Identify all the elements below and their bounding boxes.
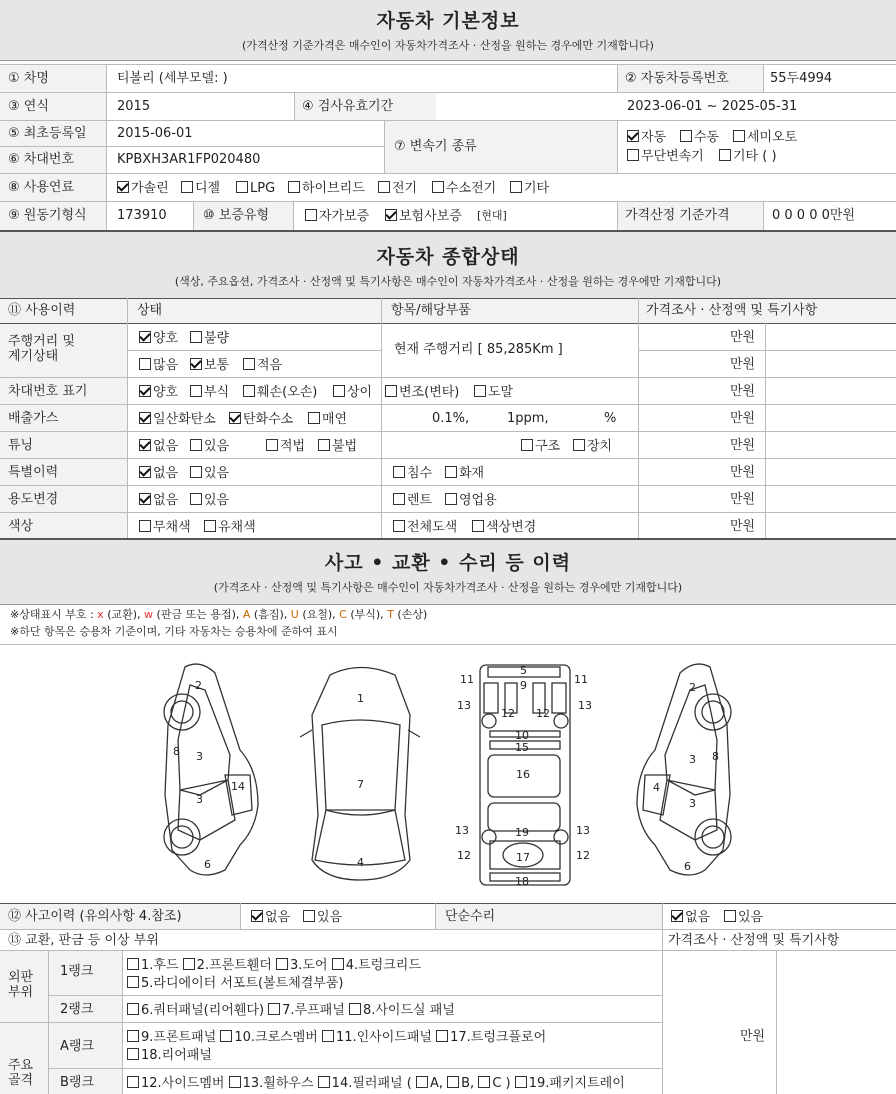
inspect-value: 2023-06-01 ~ 2025-05-31 — [627, 99, 798, 114]
rankB-label: B랭크 — [60, 1075, 95, 1090]
svg-text:11: 11 — [460, 673, 474, 686]
checkbox-icon[interactable] — [515, 1076, 527, 1088]
price-unit: 만원 — [730, 411, 756, 426]
section-accident-header — [0, 538, 896, 605]
checkbox-icon[interactable] — [432, 181, 444, 193]
checkbox-icon[interactable] — [139, 493, 151, 505]
warranty-self[interactable]: 자가보증 — [305, 209, 369, 223]
checkbox-icon[interactable] — [204, 520, 216, 532]
svg-text:12: 12 — [501, 707, 515, 720]
tuning-illegal[interactable]: 불법 — [318, 439, 357, 453]
checkbox-icon[interactable] — [127, 1030, 139, 1042]
purpose-none[interactable]: 없음 — [139, 493, 178, 507]
checkbox-icon[interactable] — [190, 331, 202, 343]
fuel-other[interactable]: 기타 — [510, 181, 549, 195]
rankA-line1 — [127, 1030, 546, 1044]
accident-none[interactable]: 없음 — [251, 910, 290, 924]
part-front-panel[interactable]: 9.프론트패널 — [127, 1030, 216, 1045]
checkbox-icon[interactable] — [680, 130, 692, 142]
checkbox-icon[interactable] — [268, 1003, 280, 1015]
checkbox-icon[interactable] — [305, 209, 317, 221]
checkbox-icon[interactable] — [445, 466, 457, 478]
part-trunk-lid[interactable]: 4.트렁크리드 — [332, 958, 421, 973]
checkbox-icon[interactable] — [318, 439, 330, 451]
part-rear-panel[interactable]: 18.리어패널 — [127, 1048, 212, 1062]
section-title: 자동차 종합상태 — [376, 246, 520, 268]
vin-label: ⑥ 차대번호 — [8, 152, 75, 167]
trans-auto[interactable]: 자동 — [627, 130, 666, 144]
checkbox-icon[interactable] — [627, 130, 639, 142]
checkbox-icon[interactable] — [243, 358, 255, 370]
price-label: 가격산정 기준가격 — [625, 208, 730, 223]
checkbox-icon[interactable] — [190, 466, 202, 478]
special-label: 특별이력 — [8, 465, 59, 480]
color-change[interactable]: 색상변경 — [472, 520, 536, 534]
svg-text:9: 9 — [520, 679, 527, 692]
tuning-yes[interactable]: 있음 — [190, 439, 229, 453]
checkbox-icon[interactable] — [229, 412, 241, 424]
car-name-label: ① 차명 — [8, 71, 49, 86]
part-door[interactable]: 3.도어 — [276, 958, 328, 973]
part-side-member[interactable]: 12.사이드멤버 — [127, 1076, 224, 1091]
checkbox-icon[interactable] — [139, 385, 151, 397]
svg-text:13: 13 — [455, 824, 469, 837]
checkbox-icon[interactable] — [117, 181, 129, 193]
part-hood[interactable]: 1.후드 — [127, 958, 179, 973]
checkbox-icon[interactable] — [288, 181, 300, 193]
rank2-label: 2랭크 — [60, 1002, 94, 1017]
parts-price-label: 가격조사 · 산정액 및 특기사항 — [668, 933, 840, 948]
vin-corrosion[interactable]: 부식 — [190, 385, 229, 399]
year-label: ③ 연식 — [8, 99, 49, 114]
vin-altered[interactable]: 변조(변타) — [385, 385, 459, 399]
checkbox-icon[interactable] — [183, 958, 195, 970]
checkbox-icon[interactable] — [127, 1048, 139, 1060]
purpose-label: 용도변경 — [8, 492, 59, 507]
svg-text:7: 7 — [357, 778, 364, 791]
part-side-sill[interactable]: 8.사이드실 패널 — [349, 1003, 455, 1018]
checkbox-icon[interactable] — [416, 1076, 428, 1088]
mileage-few[interactable]: 적음 — [243, 358, 282, 372]
special-yes[interactable]: 있음 — [190, 466, 229, 480]
part-inside-panel[interactable]: 11.인사이드패널 — [322, 1030, 432, 1045]
col-usage-header: ⑪ 사용이력 — [8, 303, 76, 318]
checkbox-icon[interactable] — [447, 1076, 459, 1088]
color-chromatic[interactable]: 유채색 — [204, 520, 256, 534]
checkbox-icon[interactable] — [139, 466, 151, 478]
fuel-hybrid[interactable]: 하이브리드 — [288, 181, 365, 195]
repair-yes[interactable]: 있음 — [724, 910, 763, 924]
checkbox-icon[interactable] — [474, 385, 486, 397]
fuel-gasoline[interactable]: 가솔린 — [117, 181, 169, 195]
checkbox-icon[interactable] — [719, 149, 731, 161]
checkbox-icon[interactable] — [190, 385, 202, 397]
car-diagram — [0, 645, 896, 903]
checkbox-icon[interactable] — [229, 1076, 241, 1088]
mileage-many[interactable]: 많음 — [139, 358, 178, 372]
special-fire[interactable]: 화재 — [445, 466, 484, 480]
checkbox-icon[interactable] — [393, 466, 405, 478]
purpose-yes[interactable]: 있음 — [190, 493, 229, 507]
checkbox-icon[interactable] — [190, 358, 202, 370]
price-unit: 만원 — [730, 384, 756, 399]
checkbox-icon[interactable] — [332, 958, 344, 970]
checkbox-icon[interactable] — [724, 910, 736, 922]
rank1-line1 — [127, 958, 421, 972]
svg-text:11: 11 — [574, 673, 588, 686]
svg-text:13: 13 — [457, 699, 471, 712]
checkbox-icon[interactable] — [378, 181, 390, 193]
tuning-none[interactable]: 없음 — [139, 439, 178, 453]
checkbox-icon[interactable] — [127, 1076, 139, 1088]
svg-text:1: 1 — [357, 692, 364, 705]
checkbox-icon[interactable] — [251, 910, 263, 922]
vin-good[interactable]: 양호 — [139, 385, 178, 399]
checkbox-icon[interactable] — [139, 412, 151, 424]
mileage-bad[interactable]: 불량 — [190, 331, 229, 345]
svg-text:19: 19 — [515, 826, 529, 839]
checkbox-icon[interactable] — [733, 130, 745, 142]
rank2-items — [127, 1003, 455, 1017]
vin-painted[interactable]: 도말 — [474, 385, 513, 399]
svg-text:12: 12 — [576, 849, 590, 862]
purpose-business[interactable]: 영업용 — [445, 493, 497, 507]
svg-text:3: 3 — [196, 793, 203, 806]
legend-line: ※상태표시 부호 : x (교환), w (판금 또는 용접), A (흠집), U (요철), C (부식), T (손상) — [10, 608, 428, 621]
trans-other[interactable]: 기타 ( ) — [719, 149, 777, 163]
svg-text:3: 3 — [689, 753, 696, 766]
color-achromatic[interactable]: 무채색 — [139, 520, 191, 534]
rank1-label: 1랭크 — [60, 964, 94, 979]
first-reg-label: ⑤ 최초등록일 — [8, 126, 87, 141]
emission-label: 배출가스 — [8, 411, 59, 426]
fuel-diesel[interactable]: 디젤 — [181, 181, 220, 195]
checkbox-icon[interactable] — [220, 1030, 232, 1042]
svg-text:15: 15 — [515, 741, 529, 754]
section-subtitle: (가격산정 기준가격은 매수인이 자동차가격조사 · 산정을 원하는 경우에만 기재합니다) — [242, 39, 654, 52]
svg-text:16: 16 — [516, 768, 530, 781]
emission-v2: 1ppm, — [507, 411, 549, 426]
part-cross-member[interactable]: 10.크로스멤버 — [220, 1030, 317, 1045]
emission-co[interactable]: 일산화탄소 — [139, 412, 216, 426]
fuel-lpg[interactable]: LPG — [236, 181, 275, 195]
checkbox-icon[interactable] — [478, 1076, 490, 1088]
checkbox-icon[interactable] — [472, 520, 484, 532]
trans-semi[interactable]: 세미오토 — [733, 130, 797, 144]
checkbox-icon[interactable] — [190, 493, 202, 505]
checkbox-icon[interactable] — [127, 958, 139, 970]
pillar-c[interactable]: C ) — [478, 1076, 510, 1091]
pillar-a[interactable]: A, — [416, 1076, 443, 1091]
vin-value: KPBXH3AR1FP020480 — [117, 152, 261, 167]
vin-mark-label: 차대번호 표기 — [8, 384, 88, 399]
engine-label: ⑨ 원동기형식 — [8, 208, 87, 223]
checkbox-icon[interactable] — [510, 181, 522, 193]
checkbox-icon[interactable] — [349, 1003, 361, 1015]
col-state-header: 상태 — [137, 303, 163, 318]
outer-panel-label: 외판 부위 — [8, 970, 34, 1000]
year-value: 2015 — [117, 99, 151, 114]
price-unit: 만원 — [730, 330, 756, 345]
part-pillar-panel[interactable]: 14.필러패널 ( — [318, 1076, 412, 1091]
section-overall-header — [0, 230, 896, 299]
rankA-label: A랭크 — [60, 1039, 95, 1054]
legend-note: ※하단 항목은 승용차 기준이며, 기타 자동차는 승용차에 준하여 표시 — [10, 625, 338, 638]
mileage-text: 현재 주행거리 [ 85,285Km ] — [394, 342, 563, 357]
checkbox-icon[interactable] — [393, 493, 405, 505]
col-price-header: 가격조사 · 산정액 및 특기사항 — [646, 303, 818, 318]
checkbox-icon[interactable] — [181, 181, 193, 193]
repair-none[interactable]: 없음 — [671, 910, 710, 924]
mileage-good[interactable]: 양호 — [139, 331, 178, 345]
trans-label: ⑦ 변속기 종류 — [394, 139, 477, 154]
svg-text:10: 10 — [515, 729, 529, 742]
emission-smoke[interactable]: 매연 — [308, 412, 347, 426]
svg-text:8: 8 — [712, 750, 719, 763]
checkbox-icon[interactable] — [266, 439, 278, 451]
part-roof-panel[interactable]: 7.루프패널 — [268, 1003, 345, 1018]
checkbox-icon[interactable] — [127, 976, 139, 988]
section-title: 사고 • 교환 • 수리 등 이력 — [324, 552, 572, 574]
color-full-paint[interactable]: 전체도색 — [393, 520, 457, 534]
checkbox-icon[interactable] — [322, 1030, 334, 1042]
emission-v1: 0.1%, — [432, 411, 470, 426]
checkbox-icon[interactable] — [303, 910, 315, 922]
svg-text:17: 17 — [516, 851, 530, 864]
section-title: 자동차 기본정보 — [376, 10, 520, 32]
emission-hc[interactable]: 탄화수소 — [229, 412, 293, 426]
checkbox-icon[interactable] — [139, 439, 151, 451]
warranty-note: [현대] — [477, 209, 507, 222]
warranty-label: ⑩ 보증유형 — [203, 208, 270, 223]
price-unit: 만원 — [730, 465, 756, 480]
tuning-legal[interactable]: 적법 — [266, 439, 305, 453]
checkbox-icon[interactable] — [139, 331, 151, 343]
svg-text:8: 8 — [173, 745, 180, 758]
pillar-b[interactable]: B, — [447, 1076, 474, 1091]
trans-cvt[interactable]: 무단변속기 — [627, 149, 704, 163]
part-wheel-house[interactable]: 13.휠하우스 — [229, 1076, 314, 1091]
parts-label: ⑬ 교환, 판금 등 이상 부위 — [8, 933, 159, 948]
tuning-device[interactable]: 장치 — [573, 439, 612, 453]
main-frame-label: 주요 골격 — [8, 1058, 34, 1088]
svg-text:12: 12 — [536, 707, 550, 720]
tuning-label: 튜닝 — [8, 438, 34, 453]
svg-text:4: 4 — [653, 781, 660, 794]
parts-price-unit: 만원 — [740, 1029, 766, 1044]
checkbox-icon[interactable] — [318, 1076, 330, 1088]
svg-text:3: 3 — [689, 797, 696, 810]
svg-text:2: 2 — [195, 679, 202, 692]
part-front-fender[interactable]: 2.프론트휀더 — [183, 958, 272, 973]
special-flood[interactable]: 침수 — [393, 466, 432, 480]
tuning-structure[interactable]: 구조 — [521, 439, 560, 453]
svg-text:18: 18 — [515, 875, 529, 888]
checkbox-icon[interactable] — [627, 149, 639, 161]
svg-text:3: 3 — [196, 750, 203, 763]
warranty-insurer[interactable]: 보험사보증 — [385, 209, 462, 223]
fuel-label: ⑧ 사용연료 — [8, 180, 75, 195]
checkbox-icon[interactable] — [573, 439, 585, 451]
svg-text:12: 12 — [457, 849, 471, 862]
first-reg-value: 2015-06-01 — [117, 126, 193, 141]
section-basic-header — [0, 0, 896, 61]
purpose-rent[interactable]: 렌트 — [393, 493, 432, 507]
part-radiator-support[interactable]: 5.라디에이터 서포트(볼트체결부품) — [127, 976, 344, 990]
checkbox-icon[interactable] — [436, 1030, 448, 1042]
emission-v3: % — [604, 411, 617, 426]
price-value: 0 0 0 0 0만원 — [772, 208, 856, 223]
special-none[interactable]: 없음 — [139, 466, 178, 480]
svg-text:4: 4 — [357, 856, 364, 869]
checkbox-icon[interactable] — [127, 1003, 139, 1015]
fuel-hydrogen[interactable]: 수소전기 — [432, 181, 496, 195]
checkbox-icon[interactable] — [521, 439, 533, 451]
svg-text:13: 13 — [578, 699, 592, 712]
checkbox-icon[interactable] — [393, 520, 405, 532]
checkbox-icon[interactable] — [243, 385, 255, 397]
car-name-value: 티볼리 (세부모델: ) — [117, 71, 228, 86]
part-trunk-floor[interactable]: 17.트렁크플로어 — [436, 1030, 546, 1045]
inspect-label: ④ 검사유효기간 — [302, 99, 394, 114]
rankB-items — [127, 1076, 625, 1090]
price-unit: 만원 — [730, 492, 756, 507]
part-quarter-panel[interactable]: 6.쿼터패널(리어휀다) — [127, 1003, 264, 1018]
price-unit: 만원 — [730, 438, 756, 453]
reg-no-label: ② 자동차등록번호 — [625, 71, 729, 86]
checkbox-icon[interactable] — [671, 910, 683, 922]
checkbox-icon[interactable] — [139, 358, 151, 370]
checkbox-icon[interactable] — [385, 209, 397, 221]
price-unit: 만원 — [730, 519, 756, 534]
vin-damaged[interactable]: 훼손(오손) — [243, 385, 317, 399]
svg-text:5: 5 — [520, 664, 527, 677]
checkbox-icon[interactable] — [190, 439, 202, 451]
simple-repair-label: 단순수리 — [445, 909, 496, 924]
section-subtitle: (가격조사 · 산정액 및 특기사항은 매수인이 자동차가격조사 · 산정을 원하는 경우에만 기재합니다) — [213, 581, 683, 594]
color-label: 색상 — [8, 519, 34, 534]
section-subtitle: (색상, 주요옵션, 가격조사 · 산정액 및 특기사항은 매수인이 자동차가격조사 · 산정을 원하는 경우에만 기재합니다) — [174, 275, 722, 288]
svg-text:6: 6 — [204, 858, 211, 871]
mileage-label: 주행거리 및 계기상태 — [8, 334, 75, 364]
svg-text:2: 2 — [689, 681, 696, 694]
accident-history-label: ⑫ 사고이력 (유의사항 4.참조) — [8, 909, 182, 924]
checkbox-icon[interactable] — [308, 412, 320, 424]
checkbox-icon[interactable] — [236, 181, 248, 193]
mileage-normal[interactable]: 보통 — [190, 358, 229, 372]
checkbox-icon[interactable] — [276, 958, 288, 970]
engine-value: 173910 — [117, 208, 167, 223]
svg-text:14: 14 — [231, 780, 245, 793]
checkbox-icon[interactable] — [385, 385, 397, 397]
svg-text:6: 6 — [684, 860, 691, 873]
checkbox-icon[interactable] — [139, 520, 151, 532]
price-unit: 만원 — [730, 357, 756, 372]
part-package-tray[interactable]: 19.패키지트레이 — [515, 1076, 625, 1091]
trans-manual[interactable]: 수동 — [680, 130, 719, 144]
checkbox-icon[interactable] — [445, 493, 457, 505]
checkbox-icon[interactable] — [333, 385, 345, 397]
accident-yes[interactable]: 있음 — [303, 910, 342, 924]
col-item-header: 항목/해당부품 — [391, 303, 471, 318]
reg-no-value: 55두4994 — [770, 71, 833, 86]
svg-text:13: 13 — [576, 824, 590, 837]
vin-different[interactable]: 상이 — [333, 385, 372, 399]
fuel-electric[interactable]: 전기 — [378, 181, 417, 195]
